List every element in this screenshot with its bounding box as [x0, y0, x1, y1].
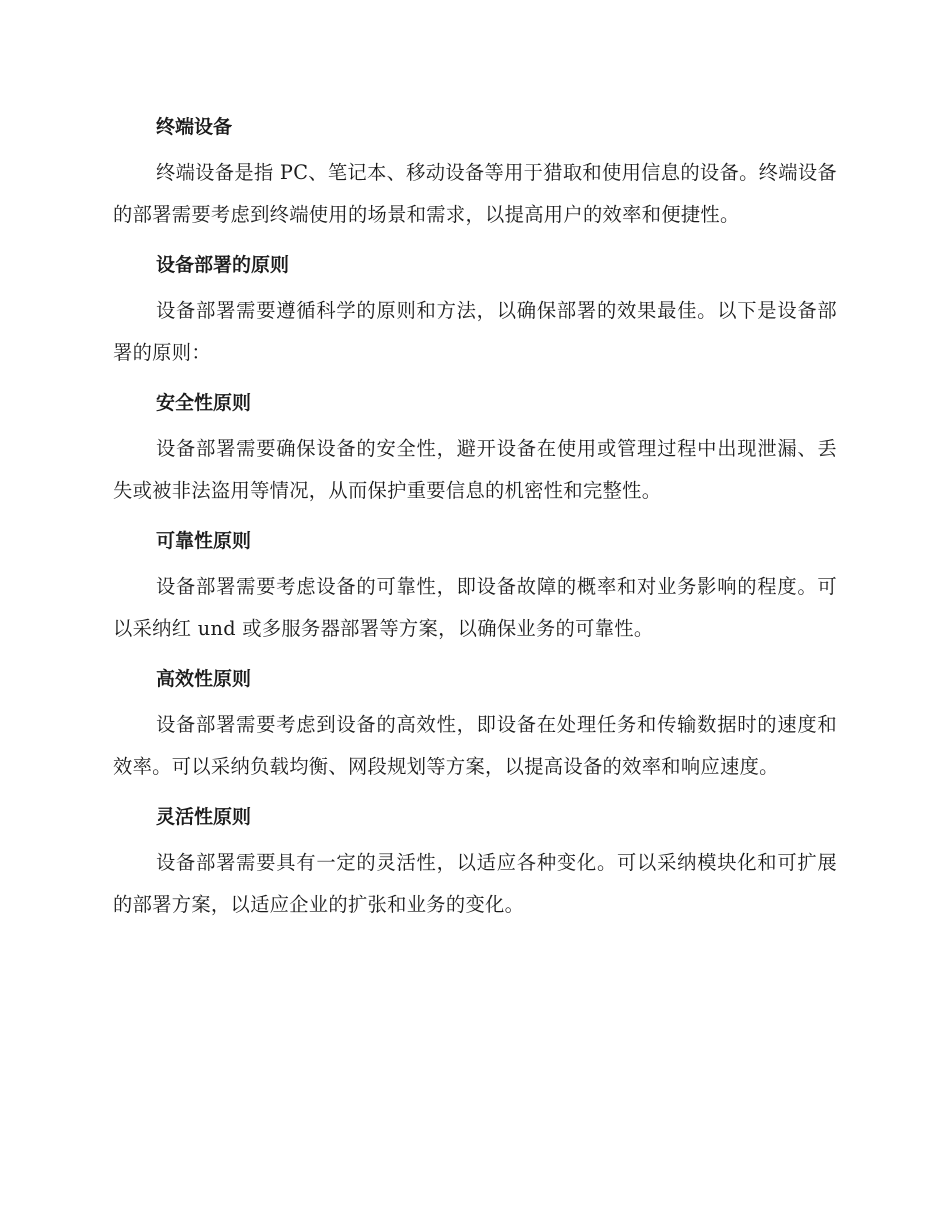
section-heading: 终端设备	[156, 116, 233, 138]
section-security-principle	[113, 384, 837, 512]
section-heading: 灵活性原则	[156, 806, 252, 828]
section-heading: 可靠性原则	[156, 530, 252, 552]
section-paragraph: 设备部署需要遵循科学的原则和方法，以确保部署的效果最佳。以下是设备部署的原则：	[113, 299, 837, 364]
section-paragraph: 设备部署需要考虑到设备的高效性，即设备在处理任务和传输数据时的速度和效率。可以采纳负载均衡、网段规划等方案，以提高设备的效率和响应速度。	[113, 713, 837, 778]
section-heading: 安全性原则	[156, 392, 252, 414]
section-paragraph: 终端设备是指 PC、笔记本、移动设备等用于猎取和使用信息的设备。终端设备的部署需要考虑到终端使用的场景和需求，以提高用户的效率和便捷性。	[113, 161, 837, 226]
section-paragraph: 设备部署需要具有一定的灵活性，以适应各种变化。可以采纳模块化和可扩展的部署方案，以适应企业的扩张和业务的变化。	[113, 851, 837, 916]
section-heading: 高效性原则	[156, 668, 252, 690]
section-efficiency-principle	[113, 660, 837, 788]
section-deployment-principles	[113, 246, 837, 374]
section-paragraph: 设备部署需要确保设备的安全性，避开设备在使用或管理过程中出现泄漏、丢失或被非法盗用等情况，从而保护重要信息的机密性和完整性。	[113, 437, 837, 502]
section-flexibility-principle	[113, 798, 837, 926]
document-page	[113, 108, 837, 936]
section-heading: 设备部署的原则	[156, 254, 290, 276]
section-terminal-devices	[113, 108, 837, 236]
section-reliability-principle	[113, 522, 837, 650]
section-paragraph: 设备部署需要考虑设备的可靠性，即设备故障的概率和对业务影响的程度。可以采纳红 und 或多服务器部署等方案，以确保业务的可靠性。	[113, 575, 837, 640]
